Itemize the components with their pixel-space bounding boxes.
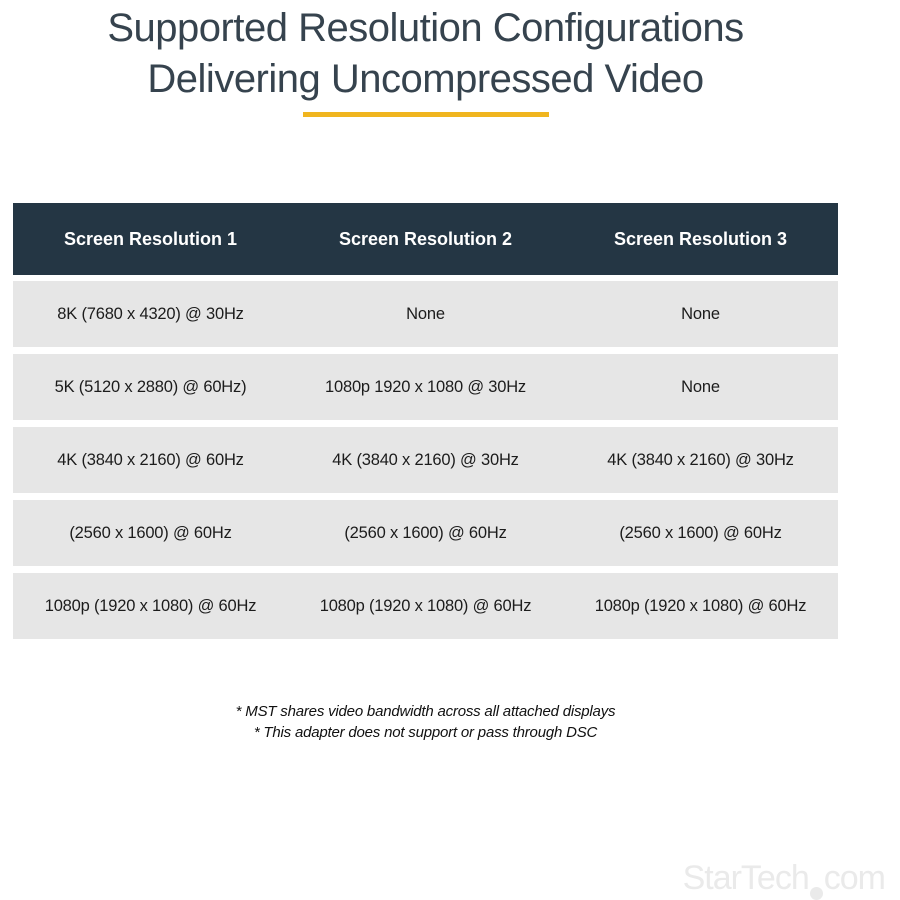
- table-cell: (2560 x 1600) @ 60Hz: [69, 523, 232, 542]
- resolution-table: [13, 203, 838, 639]
- table-cell: 4K (3840 x 2160) @ 30Hz: [607, 450, 794, 469]
- table-cell: None: [681, 377, 720, 396]
- table-cell: 1080p (1920 x 1080) @ 60Hz: [594, 596, 807, 615]
- table-header-row: [13, 203, 838, 275]
- table-row: [13, 354, 838, 420]
- table-row: [13, 427, 838, 493]
- table-cell: None: [406, 304, 445, 323]
- table-row: [13, 281, 838, 347]
- table-body: [13, 281, 838, 639]
- table-cell: 4K (3840 x 2160) @ 60Hz: [57, 450, 244, 469]
- table-cell: (2560 x 1600) @ 60Hz: [344, 523, 507, 542]
- content-area: [13, 0, 838, 743]
- footnote-dsc-support: * This adapter does not support or pass through DSC: [253, 724, 598, 741]
- table-cell: 4K (3840 x 2160) @ 30Hz: [332, 450, 519, 469]
- table-cell: 5K (5120 x 2880) @ 60Hz): [54, 377, 247, 396]
- footnote-mst-bandwidth: * MST shares video bandwidth across all attached displays: [235, 703, 616, 720]
- watermark-suffix-text: com: [823, 859, 885, 897]
- table-row: [13, 500, 838, 566]
- table-cell: 1080p 1920 x 1080 @ 30Hz: [325, 377, 526, 396]
- startech-watermark: [683, 861, 885, 895]
- title-accent-underline: [303, 112, 549, 117]
- watermark-brand-text: StarTech: [682, 859, 809, 897]
- page-title-line-1: Supported Resolution Configurations: [107, 6, 744, 50]
- logo-dot-icon: [810, 887, 823, 900]
- page-title-line-2: Delivering Uncompressed Video: [147, 57, 704, 101]
- column-header-screen-resolution-2: Screen Resolution 2: [338, 228, 513, 249]
- column-header-screen-resolution-3: Screen Resolution 3: [613, 228, 788, 249]
- column-header-screen-resolution-1: Screen Resolution 1: [63, 228, 238, 249]
- table-cell: (2560 x 1600) @ 60Hz: [619, 523, 782, 542]
- footnotes: [13, 701, 838, 743]
- page-title: [13, 0, 838, 117]
- table-cell: 1080p (1920 x 1080) @ 60Hz: [319, 596, 532, 615]
- table-cell: 8K (7680 x 4320) @ 30Hz: [57, 304, 244, 323]
- table-row: [13, 573, 838, 639]
- table-cell: None: [681, 304, 720, 323]
- table-cell: 1080p (1920 x 1080) @ 60Hz: [44, 596, 257, 615]
